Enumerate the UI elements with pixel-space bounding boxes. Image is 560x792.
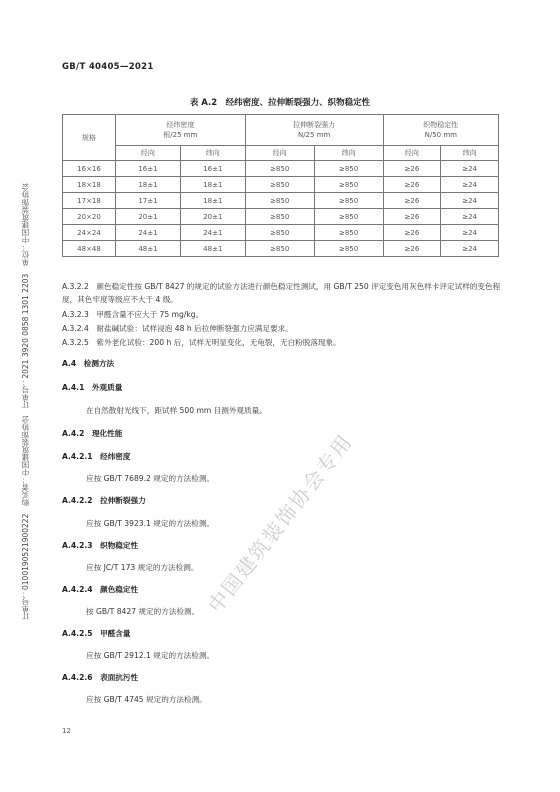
table-cell: ≥26 <box>383 177 441 193</box>
table-cell: 18±1 <box>116 177 181 193</box>
table-cell: ≥850 <box>314 209 383 225</box>
table-cell: ≥24 <box>441 225 499 241</box>
clause-a322: A.3.2.2 颜色稳定性按 GB/T 8427 的规定的试验方法进行颜色稳定性测试，用 GB/T 250 评定变色用灰色样卡评定试样的变色程度，其色牢度等级应不大于 4 级。 <box>62 282 501 304</box>
section-a426-text: 应按 GB/T 4745 规定的方法检测。 <box>86 695 207 704</box>
section-a425-text: 应按 GB/T 2912.1 规定的方法检测。 <box>86 651 215 660</box>
table-cell: ≥26 <box>383 209 441 225</box>
table-cell: 48±1 <box>180 241 245 257</box>
table-cell: 16×16 <box>63 161 116 177</box>
section-a423-text: 应按 JC/T 173 规定的方法检测。 <box>86 563 199 572</box>
table-cell: 16±1 <box>116 161 181 177</box>
clause-a323: A.3.2.3 甲醛含量不应大于 75 mg/kg。 <box>62 310 204 319</box>
table-cell: 18±1 <box>180 193 245 209</box>
section-a42: A.4.2 理化性能 <box>62 429 123 438</box>
table-cell: ≥850 <box>314 177 383 193</box>
table-cell: ≥850 <box>314 193 383 209</box>
table-cell: ≥850 <box>245 161 314 177</box>
header-tensile: 拉伸断裂强力 N/25 mm <box>245 115 383 146</box>
table-cell: ≥850 <box>314 225 383 241</box>
section-a426: A.4.2.6 表面抗污性 <box>62 673 139 682</box>
table-cell: ≥26 <box>383 241 441 257</box>
table-cell: 24×24 <box>63 225 116 241</box>
subheader-cell: 纬向 <box>441 146 499 161</box>
section-a423: A.4.2.3 织物稳定性 <box>62 541 139 550</box>
table-cell: 17±1 <box>116 193 181 209</box>
table-cell: 48×48 <box>63 241 116 257</box>
table-title: 表 A.2 经纬密度、拉伸断裂强力、织物稳定性 <box>189 98 371 108</box>
section-a422: A.4.2.2 拉伸断裂强力 <box>62 496 146 505</box>
header-stability: 织物稳定性 N/50 mm <box>383 115 498 146</box>
table-row <box>63 161 499 177</box>
table-row <box>63 209 499 225</box>
header-density: 经纬密度 根/25 mm <box>116 115 246 146</box>
page-number: 12 <box>62 727 71 735</box>
table-row <box>63 177 499 193</box>
section-a424-text: 按 GB/T 8427 规定的方法检测。 <box>86 607 200 616</box>
table-cell: ≥26 <box>383 161 441 177</box>
side-order-info: 订单号：0100190521900222 购买者：中国建筑装饰协会 订单号：2021 3920 0858 1301 2203 单位：中国建筑装饰协会 <box>21 183 30 620</box>
table-cell: 48±1 <box>116 241 181 257</box>
table-cell: 16±1 <box>180 161 245 177</box>
table-cell: ≥850 <box>245 225 314 241</box>
table-cell: 17×18 <box>63 193 116 209</box>
table-cell: ≥850 <box>245 193 314 209</box>
section-a425: A.4.2.5 甲醛含量 <box>62 629 131 638</box>
table-cell: ≥24 <box>441 241 499 257</box>
table-cell: ≥850 <box>245 209 314 225</box>
table-cell: ≥850 <box>314 161 383 177</box>
table-cell: ≥850 <box>314 241 383 257</box>
section-a424: A.4.2.4 颜色稳定性 <box>62 585 139 594</box>
subheader-cell: 经向 <box>383 146 441 161</box>
spec-table <box>62 114 499 257</box>
table-cell: 20×20 <box>63 209 116 225</box>
table-cell: ≥850 <box>245 177 314 193</box>
section-a421-text: 应按 GB/T 7689.2 规定的方法检测。 <box>86 474 215 483</box>
table-row <box>63 225 499 241</box>
subheader-cell: 经向 <box>116 146 181 161</box>
table-cell: ≥850 <box>245 241 314 257</box>
table-row <box>63 241 499 257</box>
table-cell: ≥26 <box>383 225 441 241</box>
clause-a324: A.3.2.4 耐盐碱试验：试样浸泡 48 h 后拉伸断裂强力应满足要求。 <box>62 324 293 333</box>
section-a41: A.4.1 外观质量 <box>62 383 123 392</box>
standard-code: GB/T 40405—2021 <box>62 62 154 72</box>
table-cell: 18×18 <box>63 177 116 193</box>
table-row <box>63 193 499 209</box>
subheader-cell: 纬向 <box>180 146 245 161</box>
table-cell: 20±1 <box>116 209 181 225</box>
table-cell: 18±1 <box>180 177 245 193</box>
table-cell: 20±1 <box>180 209 245 225</box>
table-cell: 24±1 <box>116 225 181 241</box>
subheader-cell: 纬向 <box>314 146 383 161</box>
table-cell: ≥24 <box>441 177 499 193</box>
table-cell: ≥26 <box>383 193 441 209</box>
subheader-cell: 经向 <box>245 146 314 161</box>
header-spec: 规格 <box>63 115 116 161</box>
section-a421: A.4.2.1 经纬密度 <box>62 452 131 461</box>
clause-a325: A.3.2.5 紫外老化试验：200 h 后，试样无明显变化，无龟裂，无白粉脱落现象。 <box>62 338 341 347</box>
table-cell: 24±1 <box>180 225 245 241</box>
table-cell: ≥24 <box>441 193 499 209</box>
section-a4: A.4 检测方法 <box>62 359 115 368</box>
table-cell: ≥24 <box>441 209 499 225</box>
section-a422-text: 应按 GB/T 3923.1 规定的方法检测。 <box>86 519 215 528</box>
table-cell: ≥24 <box>441 161 499 177</box>
watermark: 中国建筑装饰协会专用 <box>203 429 358 618</box>
section-a41-text: 在自然散射光线下，距试样 500 mm 目测外观质量。 <box>86 406 267 415</box>
